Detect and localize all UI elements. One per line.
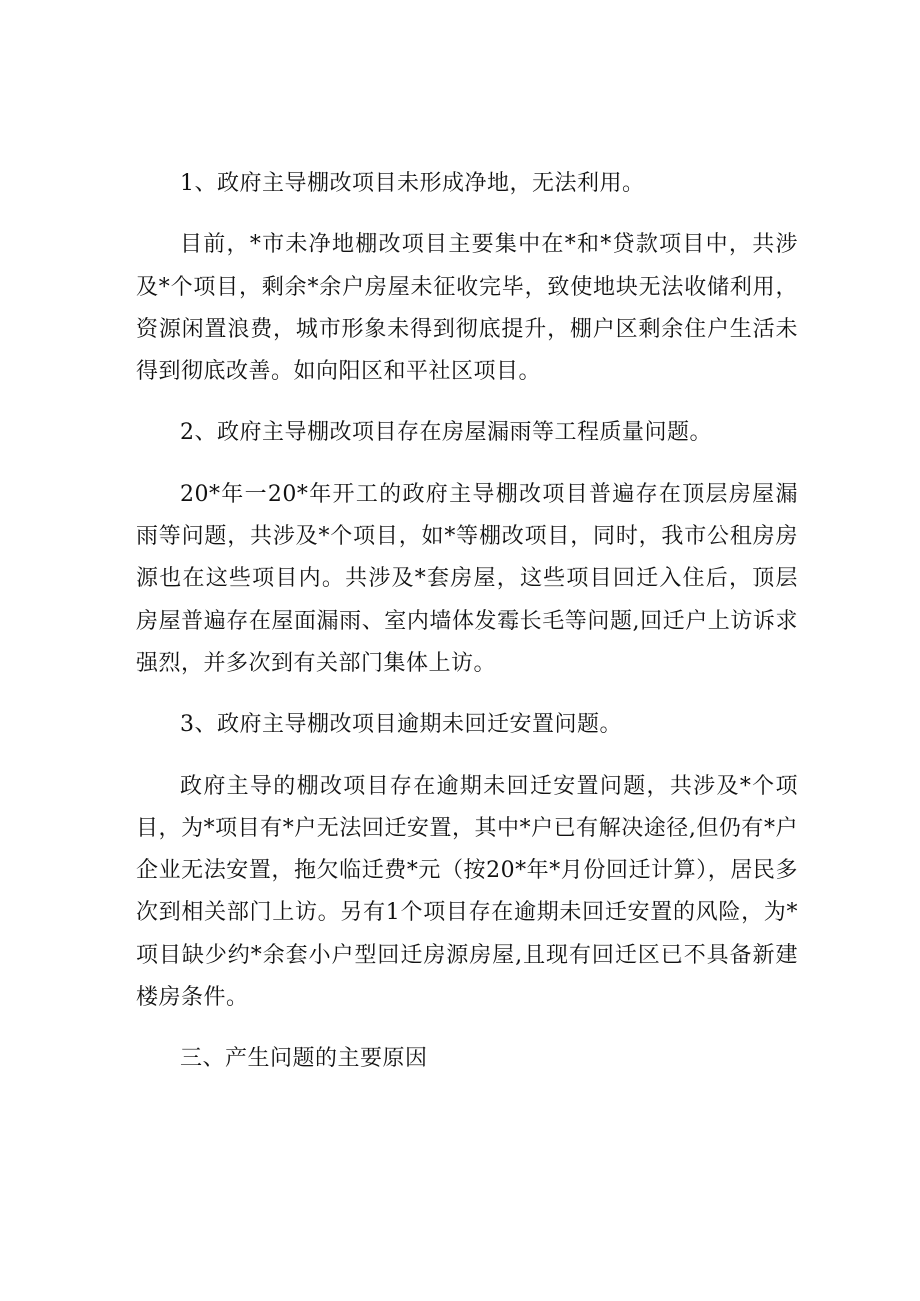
section-heading-3: 3、政府主导棚改项目逾期未回迁安置问题。 [180,712,622,738]
document-body [136,163,798,1100]
section-heading-2: 2、政府主导棚改项目存在房屋漏雨等工程质量问题。 [180,420,712,446]
body-paragraph-3: 政府主导的棚改项目存在逾期未回迁安置问题，共涉及*个项目，为*项目有*户无法回迁安置，其中*户已有解决途径,但仍有*户企业无法安置，拖欠临迁费*元（按20*年*月份回迁计算），居民多次到相关部门上访。另有1个项目存在逾期未回迁安置的风险，为*项目缺少约*余套小户型回迁房源房屋,且现有回迁区已不具备新建楼房条件。 [136,773,798,1011]
section-heading-1: 1、政府主导棚改项目未形成净地，无法利用。 [180,171,645,196]
body-paragraph-2: 20*年一20*年开工的政府主导棚改项目普遍存在顶层房屋漏雨等问题，共涉及*个项目，如*等棚改项目，同时，我市公租房房源也在这些项目内。共涉及*套房屋，这些项目回迁入住后，顶层房屋普遍存在屋面漏雨、室内墙体发霉长毛等问题,回迁户上访诉求强烈，并多次到有关部门集体上访。 [136,481,798,676]
chapter-heading-3: 三、产生问题的主要原因 [180,1046,428,1072]
body-paragraph-1: 目前，*市未净地棚改项目主要集中在*和*贷款项目中，共涉及*个项目，剩余*余户房屋未征收完毕，致使地块无法收储利用，资源闲置浪费，城市形象未得到彻底提升，棚户区剩余住户生活未得到彻底改善。如向阳区和平社区项目。 [136,232,798,385]
